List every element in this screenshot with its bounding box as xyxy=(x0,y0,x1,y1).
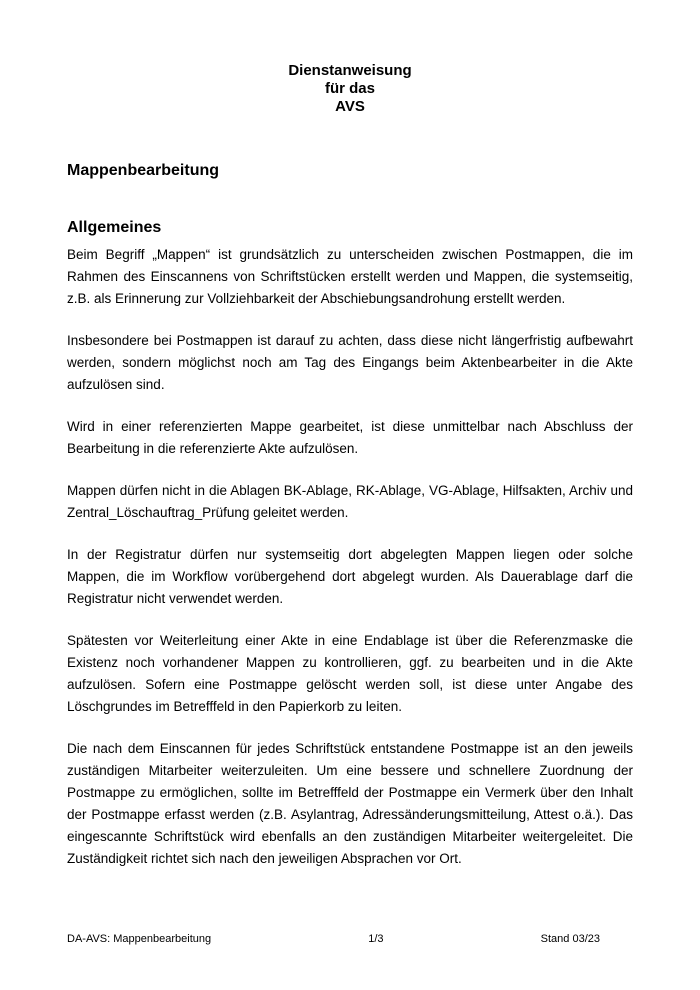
paragraph: Insbesondere bei Postmappen ist darauf zu achten, dass diese nicht längerfristig aufbewahrt werden, sondern möglichst noch am Tag des Eingangs beim Aktenbearbeiter in die Akte aufzulösen sind. xyxy=(67,333,633,392)
section-heading: Mappenbearbeitung xyxy=(67,162,220,179)
footer-document-name: DA-AVS: Mappenbearbeitung xyxy=(67,933,212,945)
paragraph: Wird in einer referenzierten Mappe gearbeitet, ist diese unmittelbar nach Abschluss der Bearbeitung in die referenzierte Akte aufzulösen. xyxy=(67,419,633,456)
subsection-heading: Allgemeines xyxy=(67,219,162,236)
footer-version: Stand 03/23 xyxy=(540,933,600,945)
title-line-2: für das xyxy=(324,80,375,97)
page-footer xyxy=(67,933,600,945)
footer-page-number: 1/3 xyxy=(368,933,384,945)
paragraph: In der Registratur dürfen nur systemseitig dort abgelegten Mappen liegen oder solche Mappen, die im Workflow vorübergehend dort abgelegt wurden. Als Dauerablage darf die Registratur nicht verwendet werden. xyxy=(67,547,633,606)
paragraph: Spätesten vor Weiterleitung einer Akte in eine Endablage ist über die Referenzmaske die Existenz noch vorhandener Mappen zu kontrollieren, ggf. zu bearbeiten und in die Akte aufzulösen. Sofern eine Postmappe gelöscht werden soll, ist diese unter Angabe des Löschgrundes im Betrefffeld in den Papierkorb zu leiten. xyxy=(67,633,633,714)
document-title xyxy=(0,62,700,116)
paragraph: Die nach dem Einscannen für jedes Schriftstück entstandene Postmappe ist an den jeweils zuständigen Mitarbeiter weiterzuleiten. Um eine bessere und schnellere Zuordnung der Postmappe zu ermöglichen, sollte im Betrefffeld der Postmappe ein Vermerk über den Inhalt der Postmappe erfasst werden (z.B. Asylantrag, Adressänderungsmitteilung, Attest o.ä.). Das eingescannte Schriftstück wird ebenfalls an den zuständigen Mitarbeiter weitergeleitet. Die Zuständigkeit richtet sich nach den jeweiligen Absprachen vor Ort. xyxy=(67,741,633,866)
body-text xyxy=(67,244,633,890)
paragraph: Mappen dürfen nicht in die Ablagen BK-Ablage, RK-Ablage, VG-Ablage, Hilfsakten, Archiv und Zentral_Löschauftrag_Prüfung geleitet werden. xyxy=(67,483,633,520)
title-line-3: AVS xyxy=(335,98,365,115)
paragraph: Beim Begriff „Mappen“ ist grundsätzlich zu unterscheiden zwischen Postmappen, die im Rahmen des Einscannens von Schriftstücken erstellt werden und Mappen, die systemseitig, z.B. als Erinnerung zur Vollziehbarkeit der Abschiebungsandrohung erstellt werden. xyxy=(67,247,633,306)
title-line-1: Dienstanweisung xyxy=(288,62,412,79)
